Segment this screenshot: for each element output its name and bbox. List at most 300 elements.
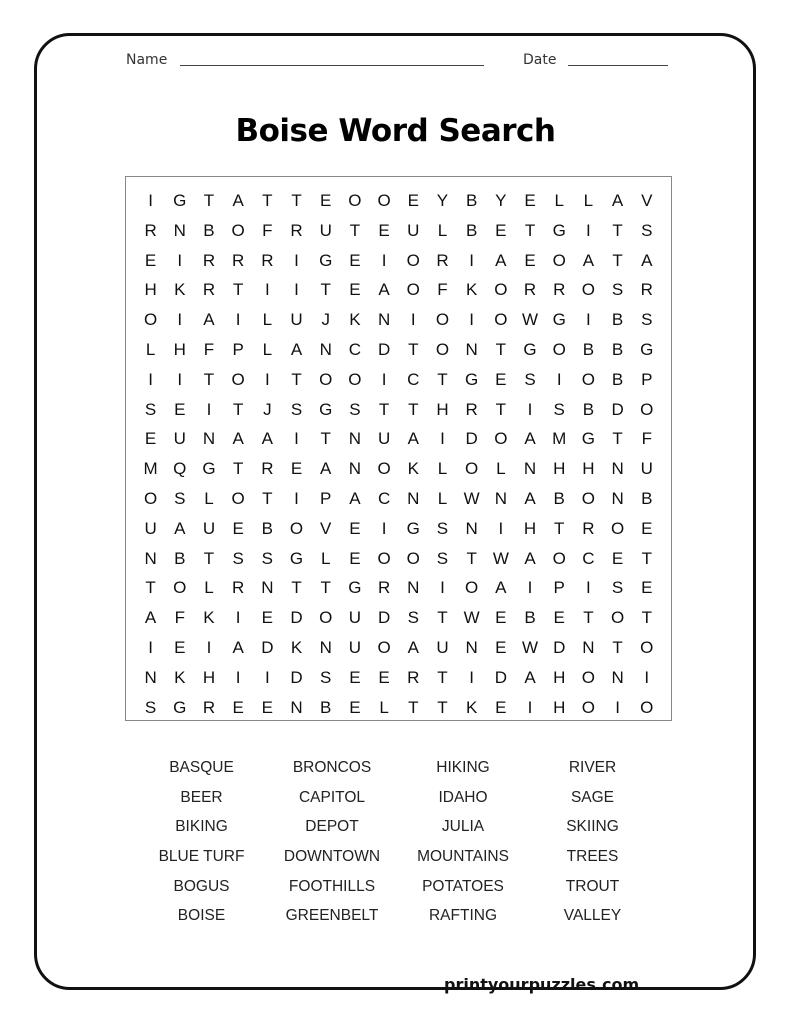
grid-cell[interactable]: U — [640, 459, 653, 479]
grid-cell[interactable]: R — [290, 220, 303, 240]
grid-cell[interactable]: O — [552, 339, 566, 359]
grid-cell[interactable]: G — [640, 339, 654, 359]
grid-cell[interactable]: E — [290, 459, 303, 479]
grid-cell[interactable]: S — [290, 399, 303, 419]
grid-cell[interactable]: S — [144, 399, 157, 419]
grid-cell[interactable]: R — [523, 280, 537, 300]
grid-cell[interactable]: N — [319, 637, 332, 657]
grid-cell[interactable]: A — [203, 310, 215, 330]
grid-cell[interactable]: H — [582, 459, 595, 479]
grid-cell[interactable]: T — [495, 339, 507, 359]
grid-cell[interactable]: B — [320, 697, 332, 717]
grid-cell[interactable]: M — [143, 459, 158, 479]
grid-cell[interactable]: U — [173, 429, 186, 449]
grid-cell[interactable]: I — [294, 429, 299, 449]
grid-cell[interactable]: T — [349, 220, 361, 240]
grid-cell[interactable]: R — [377, 578, 391, 598]
grid-cell[interactable]: L — [320, 548, 331, 568]
grid-cell[interactable]: I — [644, 667, 650, 687]
grid-cell[interactable]: E — [524, 250, 536, 270]
grid-cell[interactable]: B — [641, 488, 653, 508]
grid-cell[interactable]: D — [261, 637, 274, 657]
grid-cell[interactable]: U — [348, 637, 362, 657]
grid-cell[interactable]: O — [377, 548, 391, 568]
grid-cell[interactable]: D — [465, 429, 478, 449]
grid-cell[interactable]: A — [144, 608, 157, 628]
grid-cell[interactable]: R — [465, 399, 478, 419]
grid-cell[interactable]: T — [320, 280, 331, 300]
grid-cell[interactable]: U — [202, 518, 216, 538]
grid-cell[interactable]: E — [641, 578, 653, 598]
grid-cell[interactable]: L — [554, 191, 564, 210]
grid-cell[interactable]: E — [495, 697, 507, 717]
grid-cell[interactable]: E — [553, 608, 565, 628]
grid-cell[interactable]: N — [377, 310, 391, 330]
grid-cell[interactable]: W — [522, 310, 539, 330]
grid-cell[interactable]: K — [290, 637, 303, 657]
grid-cell[interactable]: U — [377, 429, 391, 449]
grid-cell[interactable]: A — [407, 429, 419, 449]
grid-cell[interactable]: I — [294, 250, 299, 270]
grid-cell[interactable]: O — [377, 459, 391, 479]
grid-cell[interactable]: O — [610, 518, 625, 538]
grid-cell[interactable]: I — [586, 578, 591, 598]
grid-cell[interactable]: O — [231, 369, 245, 389]
grid-cell[interactable]: S — [407, 608, 419, 628]
grid-cell[interactable]: O — [552, 250, 566, 270]
grid-cell[interactable]: O — [231, 488, 245, 508]
grid-cell[interactable]: T — [408, 399, 419, 419]
grid-cell[interactable]: B — [582, 399, 595, 419]
grid-cell[interactable]: O — [319, 608, 333, 628]
date-field-line[interactable] — [568, 65, 668, 66]
grid-cell[interactable]: I — [381, 250, 387, 270]
grid-cell[interactable]: O — [348, 191, 362, 210]
grid-cell[interactable]: O — [640, 697, 654, 717]
grid-cell[interactable]: O — [348, 369, 362, 389]
grid-cell[interactable]: N — [465, 339, 478, 359]
grid-cell[interactable]: T — [524, 220, 536, 240]
grid-cell[interactable]: R — [232, 250, 245, 270]
grid-cell[interactable]: L — [437, 459, 448, 479]
grid-cell[interactable]: A — [320, 459, 332, 479]
grid-cell[interactable]: I — [264, 667, 270, 687]
grid-cell[interactable]: K — [465, 280, 478, 300]
grid-cell[interactable]: D — [377, 608, 391, 628]
grid-cell[interactable]: E — [349, 518, 361, 538]
grid-cell[interactable]: T — [612, 250, 623, 270]
grid-cell[interactable]: B — [465, 220, 478, 240]
grid-cell[interactable]: P — [641, 369, 653, 389]
grid-cell[interactable]: E — [495, 369, 507, 389]
grid-cell[interactable]: E — [144, 429, 157, 449]
grid-cell[interactable]: E — [407, 191, 419, 210]
grid-cell[interactable]: T — [145, 578, 156, 598]
grid-cell[interactable]: W — [522, 637, 539, 657]
grid-cell[interactable]: U — [319, 220, 332, 240]
grid-cell[interactable]: O — [406, 250, 420, 270]
grid-cell[interactable]: G — [319, 399, 333, 419]
grid-cell[interactable]: R — [202, 280, 216, 300]
grid-cell[interactable]: E — [378, 220, 390, 240]
grid-cell[interactable]: Y — [436, 191, 449, 210]
grid-cell[interactable]: C — [348, 339, 362, 359]
grid-cell[interactable]: W — [463, 488, 480, 508]
grid-cell[interactable]: T — [641, 608, 652, 628]
grid-cell[interactable]: T — [437, 667, 448, 687]
grid-cell[interactable]: A — [232, 191, 244, 210]
grid-cell[interactable]: T — [437, 697, 448, 717]
grid-cell[interactable]: I — [264, 369, 270, 389]
grid-cell[interactable]: P — [320, 488, 332, 508]
grid-cell[interactable]: T — [378, 399, 390, 419]
grid-cell[interactable]: T — [203, 369, 215, 389]
grid-cell[interactable]: V — [641, 191, 653, 210]
grid-cell[interactable]: T — [291, 191, 302, 210]
grid-cell[interactable]: O — [143, 310, 158, 330]
grid-cell[interactable]: N — [494, 488, 507, 508]
grid-cell[interactable]: A — [524, 548, 536, 568]
grid-cell[interactable]: I — [264, 280, 270, 300]
grid-cell[interactable]: N — [261, 578, 274, 598]
grid-cell[interactable]: D — [377, 339, 391, 359]
grid-cell[interactable]: N — [319, 339, 332, 359]
grid-cell[interactable]: S — [641, 310, 653, 330]
grid-cell[interactable]: D — [290, 608, 303, 628]
grid-cell[interactable]: D — [553, 637, 566, 657]
grid-cell[interactable]: E — [174, 399, 186, 419]
grid-cell[interactable]: B — [582, 339, 595, 359]
grid-cell[interactable]: A — [232, 637, 244, 657]
grid-cell[interactable]: A — [349, 488, 361, 508]
grid-cell[interactable]: S — [144, 697, 157, 717]
grid-cell[interactable]: T — [291, 369, 302, 389]
grid-cell[interactable]: I — [498, 518, 504, 538]
grid-cell[interactable]: T — [641, 548, 652, 568]
grid-cell[interactable]: H — [523, 518, 537, 538]
grid-cell[interactable]: S — [524, 369, 536, 389]
grid-cell[interactable]: O — [494, 310, 508, 330]
grid-cell[interactable]: J — [263, 399, 272, 419]
grid-cell[interactable]: N — [582, 637, 595, 657]
grid-cell[interactable]: H — [144, 280, 157, 300]
grid-cell[interactable]: B — [203, 220, 215, 240]
grid-cell[interactable]: A — [524, 667, 536, 687]
grid-cell[interactable]: D — [494, 667, 507, 687]
grid-cell[interactable]: A — [611, 191, 624, 210]
grid-cell[interactable]: I — [615, 697, 620, 717]
grid-cell[interactable]: T — [583, 608, 594, 628]
grid-cell[interactable]: A — [378, 280, 390, 300]
grid-cell[interactable]: F — [641, 429, 652, 449]
grid-cell[interactable]: G — [406, 518, 420, 538]
grid-cell[interactable]: O — [610, 608, 625, 628]
grid-cell[interactable]: S — [641, 220, 653, 240]
grid-cell[interactable]: G — [523, 339, 537, 359]
grid-cell[interactable]: N — [348, 459, 362, 479]
grid-cell[interactable]: O — [465, 459, 479, 479]
grid-cell[interactable]: T — [262, 488, 273, 508]
grid-cell[interactable]: T — [262, 191, 273, 210]
grid-cell[interactable]: D — [611, 399, 624, 419]
grid-cell[interactable]: S — [232, 548, 244, 568]
grid-cell[interactable]: H — [553, 697, 566, 717]
grid-cell[interactable]: R — [202, 697, 216, 717]
grid-cell[interactable]: L — [262, 310, 273, 330]
grid-cell[interactable]: V — [320, 518, 332, 538]
grid-cell[interactable]: S — [320, 667, 332, 687]
grid-cell[interactable]: N — [407, 578, 420, 598]
grid-cell[interactable]: M — [552, 429, 567, 449]
grid-cell[interactable]: T — [612, 637, 623, 657]
grid-cell[interactable]: F — [203, 339, 215, 359]
grid-cell[interactable]: D — [290, 667, 303, 687]
grid-cell[interactable]: I — [148, 191, 153, 210]
grid-cell[interactable]: I — [556, 369, 562, 389]
grid-cell[interactable]: L — [583, 191, 594, 210]
grid-cell[interactable]: L — [379, 697, 389, 717]
grid-cell[interactable]: L — [204, 488, 214, 508]
grid-cell[interactable]: O — [581, 280, 596, 300]
grid-cell[interactable]: L — [496, 459, 506, 479]
grid-cell[interactable]: O — [581, 667, 596, 687]
grid-cell[interactable]: O — [581, 369, 596, 389]
grid-cell[interactable]: O — [640, 637, 654, 657]
grid-cell[interactable]: R — [582, 518, 595, 538]
grid-cell[interactable]: I — [235, 608, 241, 628]
grid-cell[interactable]: U — [407, 220, 420, 240]
grid-cell[interactable]: S — [611, 578, 624, 598]
grid-cell[interactable]: B — [261, 518, 274, 538]
grid-cell[interactable]: R — [553, 280, 566, 300]
grid-cell[interactable]: I — [410, 310, 416, 330]
grid-cell[interactable]: E — [349, 667, 361, 687]
grid-cell[interactable]: N — [144, 548, 157, 568]
grid-cell[interactable]: I — [235, 310, 241, 330]
grid-cell[interactable]: K — [174, 280, 186, 300]
grid-cell[interactable]: B — [465, 191, 478, 210]
grid-cell[interactable]: T — [232, 280, 244, 300]
grid-cell[interactable]: U — [436, 637, 449, 657]
grid-cell[interactable]: P — [232, 339, 244, 359]
grid-cell[interactable]: R — [261, 250, 274, 270]
grid-cell[interactable]: F — [262, 220, 273, 240]
grid-cell[interactable]: T — [203, 548, 215, 568]
grid-cell[interactable]: I — [527, 399, 533, 419]
grid-cell[interactable]: O — [435, 339, 450, 359]
grid-cell[interactable]: E — [232, 518, 244, 538]
grid-cell[interactable]: A — [174, 518, 186, 538]
grid-cell[interactable]: Q — [173, 459, 187, 479]
grid-cell[interactable]: B — [611, 369, 624, 389]
grid-cell[interactable]: A — [524, 488, 536, 508]
grid-cell[interactable]: P — [553, 578, 565, 598]
grid-cell[interactable]: H — [553, 459, 566, 479]
grid-cell[interactable]: R — [261, 459, 274, 479]
grid-cell[interactable]: I — [440, 429, 445, 449]
grid-cell[interactable]: E — [349, 548, 361, 568]
grid-cell[interactable]: E — [378, 667, 390, 687]
grid-cell[interactable]: O — [173, 578, 187, 598]
grid-cell[interactable]: K — [465, 697, 478, 717]
grid-cell[interactable]: E — [349, 697, 361, 717]
grid-cell[interactable]: O — [435, 310, 450, 330]
grid-cell[interactable]: B — [553, 488, 565, 508]
grid-cell[interactable]: B — [611, 310, 624, 330]
grid-cell[interactable]: K — [349, 310, 361, 330]
grid-cell[interactable]: E — [349, 280, 361, 300]
grid-cell[interactable]: A — [232, 429, 244, 449]
grid-cell[interactable]: F — [174, 608, 185, 628]
grid-cell[interactable]: N — [144, 667, 157, 687]
grid-cell[interactable]: J — [321, 310, 330, 330]
grid-cell[interactable]: O — [377, 637, 391, 657]
grid-cell[interactable]: T — [320, 578, 331, 598]
grid-cell[interactable]: U — [348, 608, 362, 628]
grid-cell[interactable]: I — [294, 280, 299, 300]
grid-cell[interactable]: W — [492, 548, 509, 568]
grid-cell[interactable]: G — [289, 548, 304, 568]
grid-cell[interactable]: I — [206, 637, 212, 657]
grid-cell[interactable]: N — [611, 459, 624, 479]
grid-cell[interactable]: T — [612, 429, 623, 449]
grid-cell[interactable]: T — [291, 578, 302, 598]
grid-cell[interactable]: E — [641, 518, 653, 538]
grid-cell[interactable]: N — [611, 667, 624, 687]
grid-cell[interactable]: N — [202, 429, 216, 449]
grid-cell[interactable]: O — [494, 280, 508, 300]
grid-cell[interactable]: O — [581, 488, 596, 508]
grid-cell[interactable]: I — [469, 310, 475, 330]
grid-cell[interactable]: N — [290, 697, 303, 717]
grid-cell[interactable]: A — [290, 339, 303, 359]
grid-cell[interactable]: T — [320, 429, 331, 449]
grid-cell[interactable]: E — [144, 250, 157, 270]
grid-cell[interactable]: E — [495, 220, 507, 240]
grid-cell[interactable]: B — [611, 339, 624, 359]
grid-cell[interactable]: O — [231, 220, 245, 240]
grid-cell[interactable]: I — [440, 578, 445, 598]
grid-cell[interactable]: I — [527, 578, 533, 598]
grid-cell[interactable]: T — [408, 697, 419, 717]
grid-cell[interactable]: A — [407, 637, 419, 657]
grid-cell[interactable]: K — [407, 459, 419, 479]
grid-cell[interactable]: E — [320, 191, 332, 210]
grid-cell[interactable]: G — [348, 578, 362, 598]
grid-cell[interactable]: A — [261, 429, 274, 449]
grid-cell[interactable]: S — [436, 518, 449, 538]
grid-cell[interactable]: R — [640, 280, 653, 300]
grid-cell[interactable]: S — [553, 399, 565, 419]
grid-cell[interactable]: I — [469, 250, 475, 270]
grid-cell[interactable]: T — [437, 369, 448, 389]
grid-cell[interactable]: T — [466, 548, 477, 568]
footer-site-link[interactable]: printyourpuzzles.com — [444, 975, 640, 994]
grid-cell[interactable]: I — [177, 369, 183, 389]
grid-cell[interactable]: H — [173, 339, 186, 359]
grid-cell[interactable]: C — [407, 369, 420, 389]
grid-cell[interactable]: N — [611, 488, 624, 508]
grid-cell[interactable]: C — [582, 548, 595, 568]
grid-cell[interactable]: O — [552, 548, 566, 568]
grid-cell[interactable]: B — [174, 548, 186, 568]
grid-cell[interactable]: O — [319, 369, 333, 389]
grid-cell[interactable]: N — [465, 518, 478, 538]
grid-cell[interactable]: C — [377, 488, 391, 508]
grid-cell[interactable]: U — [290, 310, 303, 330]
grid-cell[interactable]: E — [174, 637, 186, 657]
grid-cell[interactable]: T — [203, 191, 215, 210]
grid-cell[interactable]: O — [640, 399, 654, 419]
grid-cell[interactable]: G — [173, 191, 187, 210]
grid-cell[interactable]: I — [148, 637, 153, 657]
grid-cell[interactable]: Y — [495, 191, 507, 210]
grid-cell[interactable]: G — [202, 459, 216, 479]
grid-cell[interactable]: G — [319, 250, 333, 270]
grid-cell[interactable]: O — [406, 280, 420, 300]
grid-cell[interactable]: U — [144, 518, 157, 538]
grid-cell[interactable]: N — [523, 459, 537, 479]
grid-cell[interactable]: E — [611, 548, 624, 568]
grid-cell[interactable]: R — [144, 220, 157, 240]
grid-cell[interactable]: L — [262, 339, 273, 359]
grid-cell[interactable]: E — [495, 608, 507, 628]
grid-cell[interactable]: G — [552, 310, 566, 330]
grid-cell[interactable]: R — [232, 578, 245, 598]
grid-cell[interactable]: W — [463, 608, 480, 628]
grid-cell[interactable]: H — [553, 667, 566, 687]
grid-cell[interactable]: I — [148, 369, 153, 389]
grid-cell[interactable]: L — [204, 578, 214, 598]
grid-cell[interactable]: S — [436, 548, 449, 568]
grid-cell[interactable]: I — [235, 667, 241, 687]
grid-cell[interactable]: N — [407, 488, 420, 508]
grid-cell[interactable]: O — [143, 488, 158, 508]
grid-cell[interactable]: I — [381, 518, 387, 538]
grid-cell[interactable]: I — [206, 399, 212, 419]
grid-cell[interactable]: A — [582, 250, 595, 270]
grid-cell[interactable]: R — [436, 250, 449, 270]
grid-cell[interactable]: R — [407, 667, 420, 687]
grid-cell[interactable]: G — [552, 220, 566, 240]
grid-cell[interactable]: A — [641, 250, 653, 270]
grid-cell[interactable]: R — [202, 250, 216, 270]
grid-cell[interactable]: E — [261, 697, 274, 717]
grid-cell[interactable]: O — [494, 429, 508, 449]
grid-cell[interactable]: L — [145, 339, 156, 359]
grid-cell[interactable]: I — [527, 697, 533, 717]
grid-cell[interactable]: S — [349, 399, 361, 419]
grid-cell[interactable]: H — [202, 667, 216, 687]
grid-cell[interactable]: I — [177, 250, 183, 270]
grid-cell[interactable]: O — [465, 578, 479, 598]
grid-cell[interactable]: H — [436, 399, 449, 419]
grid-cell[interactable]: S — [261, 548, 274, 568]
grid-cell[interactable]: S — [611, 280, 624, 300]
grid-cell[interactable]: I — [586, 220, 591, 240]
grid-cell[interactable]: E — [495, 637, 507, 657]
grid-cell[interactable]: T — [232, 459, 244, 479]
grid-cell[interactable]: L — [437, 488, 448, 508]
grid-cell[interactable]: A — [524, 429, 536, 449]
name-field-line[interactable] — [180, 65, 484, 66]
grid-cell[interactable]: K — [174, 667, 186, 687]
grid-cell[interactable]: K — [203, 608, 215, 628]
grid-cell[interactable]: I — [381, 369, 387, 389]
grid-cell[interactable]: L — [437, 220, 448, 240]
grid-cell[interactable]: O — [581, 697, 596, 717]
grid-cell[interactable]: T — [495, 399, 507, 419]
